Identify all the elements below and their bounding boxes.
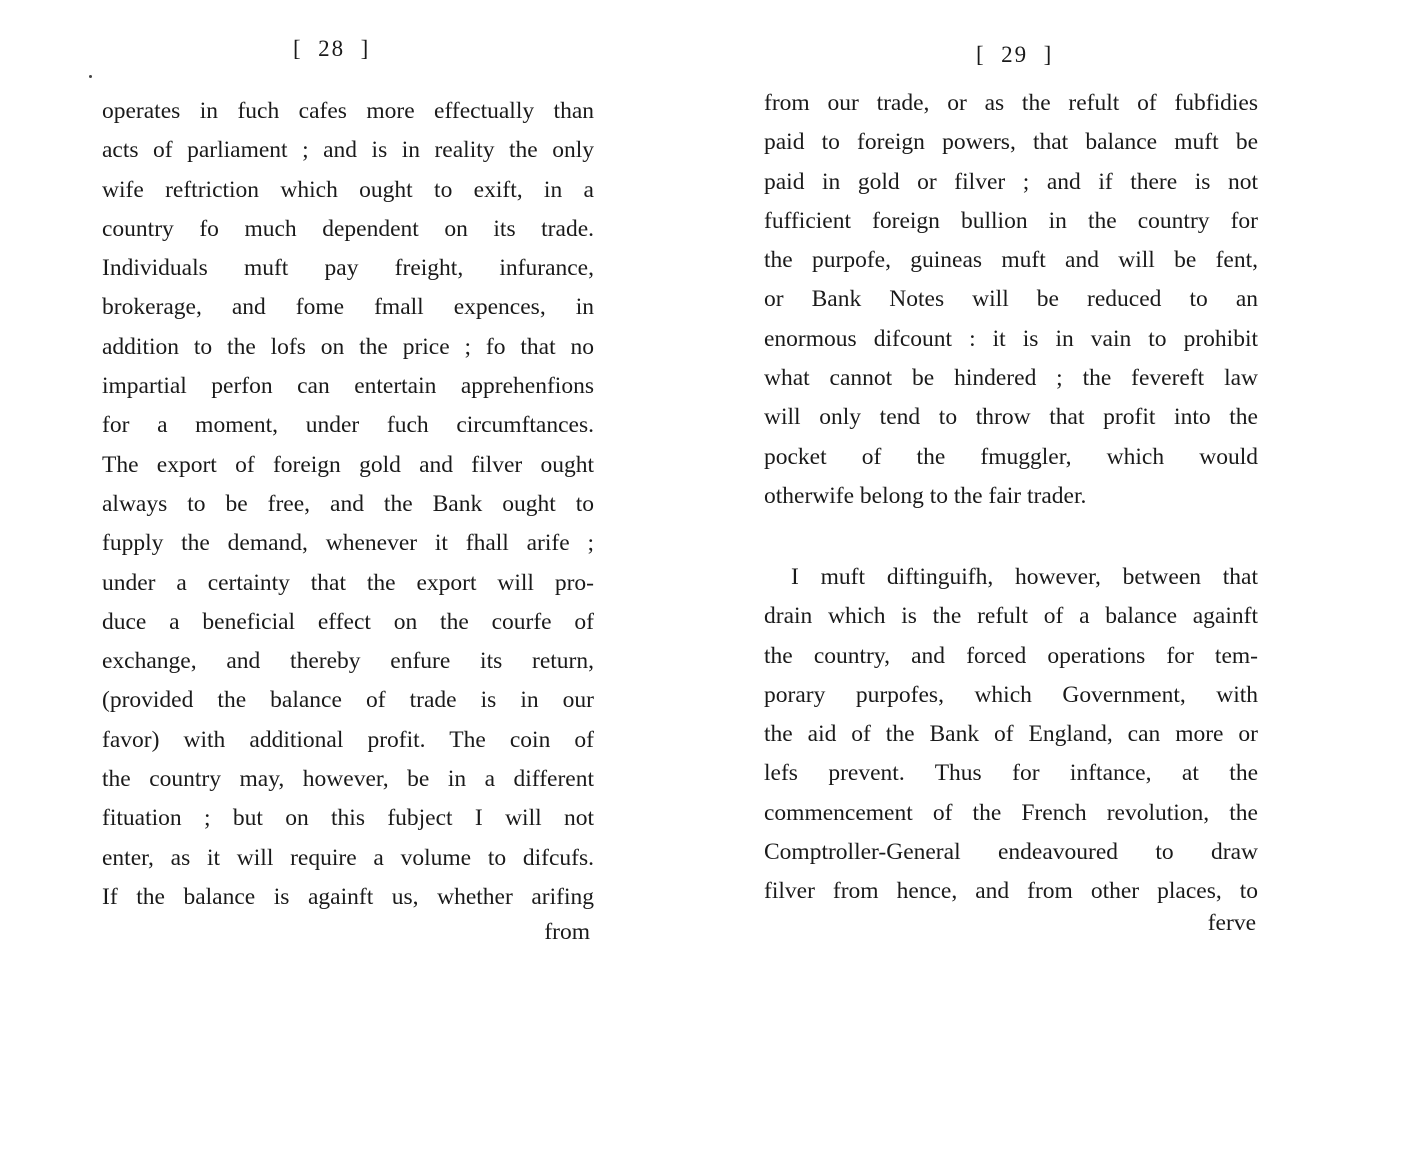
- text-line: pocket of the fmuggler, which would: [764, 443, 1258, 470]
- text-line: Individuals muft pay freight, infurance,: [102, 255, 594, 282]
- text-line: enter, as it will require a volume to difcufs.: [102, 844, 594, 871]
- text-line: country fo much dependent on its trade.: [102, 215, 594, 242]
- text-line: filver from hence, and from other places, to: [764, 878, 1258, 905]
- text-line: the country may, however, be in a different: [102, 766, 594, 793]
- text-line: commencement of the French revolution, the: [764, 799, 1258, 826]
- text-line: fituation ; but on this fubject I will not: [102, 805, 594, 832]
- ink-speck: [89, 75, 92, 78]
- text-line: The export of foreign gold and filver ought: [102, 451, 594, 478]
- text-line: paid in gold or filver ; and if there is not: [764, 168, 1258, 195]
- text-line: will only tend to throw that profit into the: [764, 404, 1258, 431]
- text-line: favor) with additional profit. The coin of: [102, 726, 594, 753]
- text-line: I muft diftinguifh, however, between that: [791, 564, 1258, 590]
- text-line: from our trade, or as the refult of fubfidies: [764, 90, 1258, 116]
- text-line: porary purpofes, which Government, with: [764, 681, 1258, 708]
- text-line: the country, and forced operations for tem-: [764, 642, 1258, 669]
- left-page-text: [102, 92, 594, 917]
- text-line: lefs prevent. Thus for inftance, at the: [764, 760, 1258, 787]
- catchword-right: ferve: [1207, 910, 1256, 936]
- text-line: duce a beneficial effect on the courfe of: [102, 608, 594, 635]
- text-line: fupply the demand, whenever it fhall arife ;: [102, 530, 594, 557]
- text-line: fufficient foreign bullion in the country for: [764, 207, 1258, 234]
- text-line: enormous difcount : it is in vain to prohibit: [764, 325, 1258, 352]
- text-line: impartial perfon can entertain apprehenfions: [102, 373, 594, 400]
- text-line: acts of parliament ; and is in reality the only: [102, 137, 594, 164]
- page-number-right: [ 29 ]: [976, 42, 1054, 67]
- text-line: paid to foreign powers, that balance muft be: [764, 129, 1258, 156]
- text-line: (provided the balance of trade is in our: [102, 687, 594, 714]
- text-line: the aid of the Bank of England, can more or: [764, 721, 1258, 748]
- text-line: Comptroller-General endeavoured to draw: [764, 839, 1258, 866]
- text-line: otherwife belong to the fair trader.: [764, 482, 1087, 509]
- text-line: addition to the lofs on the price ; fo that no: [102, 333, 594, 360]
- text-line: always to be free, and the Bank ought to: [102, 490, 594, 517]
- text-line: drain which is the refult of a balance againft: [764, 603, 1258, 630]
- text-line: brokerage, and fome fmall expences, in: [102, 294, 594, 321]
- text-line: the purpofe, guineas muft and will be fent,: [764, 247, 1258, 274]
- text-line: under a certainty that the export will pro-: [102, 569, 594, 596]
- left-page: [0, 0, 700, 1155]
- text-line: operates in fuch cafes more effectually than: [102, 98, 594, 124]
- right-page-paragraph-1: [764, 84, 1258, 516]
- catchword-left: from: [544, 919, 590, 945]
- right-page: [700, 0, 1403, 1155]
- right-page-paragraph-2: [764, 558, 1258, 912]
- text-line: for a moment, under fuch circumftances.: [102, 412, 594, 439]
- text-line: what cannot be hindered ; the fevereft law: [764, 365, 1258, 392]
- text-line: wife reftriction which ought to exift, in a: [102, 176, 594, 203]
- text-line: exchange, and thereby enfure its return,: [102, 648, 594, 675]
- text-line: If the balance is againft us, whether arifing: [102, 883, 594, 910]
- text-line: or Bank Notes will be reduced to an: [764, 286, 1258, 313]
- page-number-left: [ 28 ]: [293, 36, 371, 61]
